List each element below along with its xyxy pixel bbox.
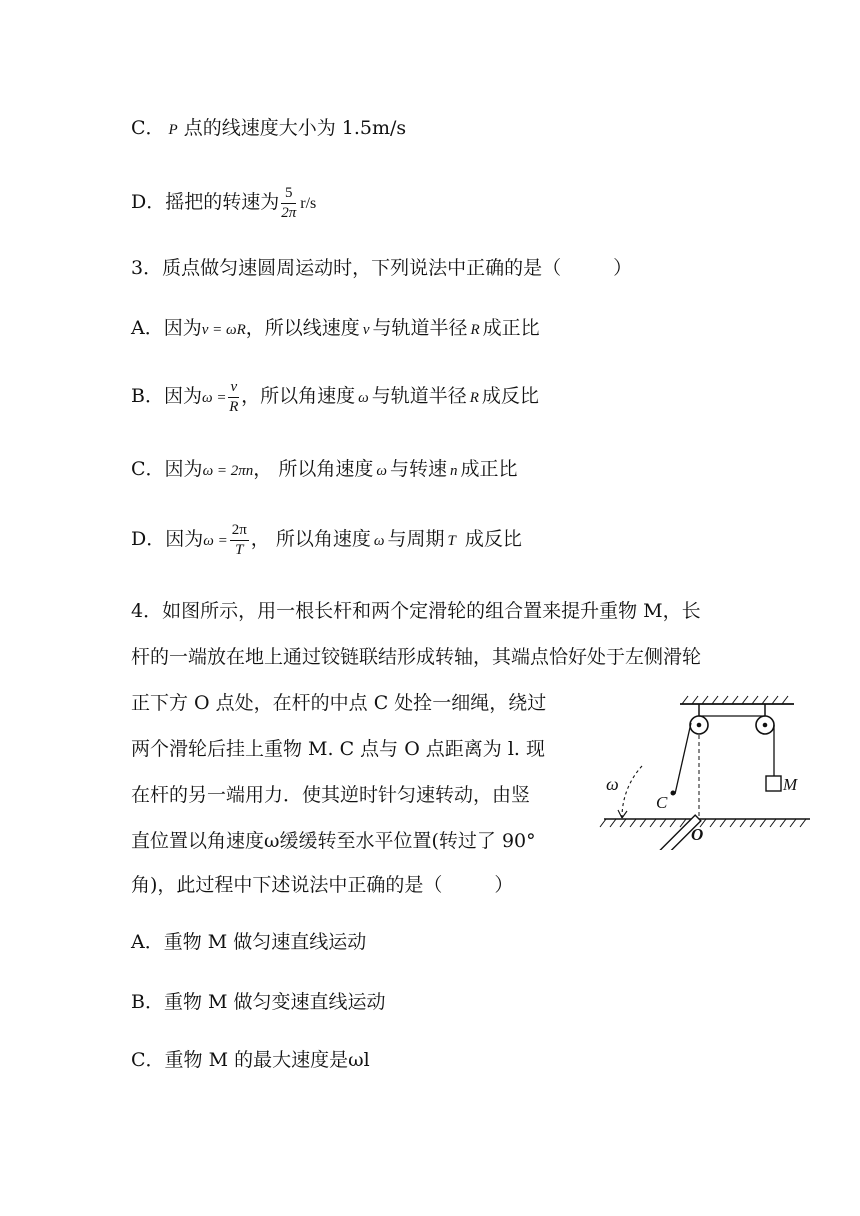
option-text: 因为 — [163, 317, 202, 339]
left-pulley-axle — [697, 723, 702, 728]
pulley-rod-figure — [572, 690, 812, 850]
question-text: 如图所示，用一根长杆和两个定滑轮的组合置来提升重物 M，长 — [162, 600, 701, 622]
q4-option-b — [131, 990, 386, 1014]
option-text: 成反比 — [458, 528, 522, 550]
q2-option-d — [131, 182, 316, 224]
rope-to-c — [675, 723, 691, 794]
q3-option-a — [131, 316, 540, 342]
weight-block — [766, 776, 781, 791]
rotation-arc — [622, 766, 642, 818]
math-variable: ω — [358, 390, 369, 406]
math-variable: n — [449, 463, 458, 479]
q4-line-7 — [131, 873, 513, 897]
fraction-denominator: R — [229, 398, 239, 415]
q3-option-d — [131, 519, 522, 561]
option-label: B． — [131, 991, 164, 1013]
fraction-denominator: T — [235, 541, 244, 558]
option-label: C． — [131, 1049, 165, 1071]
question-text: 正下方 O 点处，在杆的中点 C 处拴一细绳，绕过 — [131, 692, 547, 714]
option-label: A． — [131, 317, 164, 339]
fraction-numerator: v — [228, 380, 239, 398]
option-text: 成正比 — [482, 317, 540, 339]
q4-option-a — [131, 930, 366, 954]
question-number: 3． — [131, 257, 163, 279]
option-text: 与轨道半径 — [372, 317, 468, 339]
math-variable: ω — [373, 533, 385, 549]
fraction-numerator: 5 — [281, 186, 296, 204]
option-label: C． — [131, 117, 165, 139]
option-text: 点的线速度大小为 1.5m/s — [183, 117, 407, 139]
question-number: 4． — [131, 600, 163, 622]
option-text: 与转速 — [389, 458, 447, 480]
option-text: 因为 — [165, 528, 204, 550]
q4-line-2 — [131, 645, 701, 669]
q3-option-b — [131, 376, 539, 418]
math-formula: ω = — [203, 533, 228, 549]
q4-line-1 — [131, 599, 701, 623]
option-text: 因为 — [163, 385, 202, 407]
math-formula: ω = 2πn — [202, 463, 254, 479]
math-variable: T — [447, 533, 456, 549]
option-label: B． — [131, 385, 164, 407]
option-text: 与周期 — [387, 528, 445, 550]
question-text: 直位置以角速度ω缓缓转至水平位置(转过了 90° — [131, 830, 536, 852]
q4-line-5 — [131, 783, 530, 807]
option-text: ，所以角速度 — [241, 385, 356, 407]
option-text: ， 所以角速度 — [253, 458, 374, 480]
fraction — [281, 186, 296, 221]
option-text: 因为 — [164, 458, 203, 480]
option-text: ， 所以角速度 — [250, 528, 371, 550]
option-text: 摇把的转速为 — [165, 191, 280, 213]
math-variable: v — [362, 322, 370, 338]
unit: r/s — [300, 195, 317, 212]
math-variable: P — [168, 122, 178, 138]
option-label: C． — [131, 458, 165, 480]
math-formula: ω = — [201, 390, 227, 406]
q4-line-4 — [131, 737, 545, 761]
question-text: 两个滑轮后挂上重物 M. C 点与 O 点距离为 l. 现 — [131, 738, 546, 760]
option-text: 重物 M 做匀变速直线运动 — [163, 991, 386, 1013]
option-label: D． — [131, 528, 166, 550]
paren-close: ） — [613, 257, 633, 279]
label-c: C — [656, 793, 668, 812]
option-text: 重物 M 做匀速直线运动 — [163, 931, 367, 953]
question-text: 质点做匀速圆周运动时，下列说法中正确的是（ — [162, 257, 562, 279]
q4-line-3 — [131, 691, 546, 715]
option-text: 重物 M 的最大速度是ωl — [164, 1049, 370, 1071]
option-label: A． — [131, 931, 164, 953]
math-variable: ω — [376, 463, 387, 479]
math-formula: v = ωR — [201, 322, 246, 338]
fraction-denominator: 2π — [281, 204, 297, 221]
option-text: ，所以线速度 — [245, 317, 360, 339]
question-text: 角)，此过程中下述说法中正确的是（ — [131, 874, 443, 896]
label-o: O — [691, 825, 704, 844]
paren-close: ） — [494, 874, 514, 896]
q4-option-c — [131, 1048, 370, 1072]
fraction — [230, 523, 249, 558]
label-m: M — [783, 775, 798, 794]
q4-line-6 — [131, 829, 536, 853]
q3-stem — [131, 256, 632, 280]
point-c — [671, 791, 676, 796]
option-text: 成反比 — [481, 385, 539, 407]
fraction — [228, 380, 239, 415]
math-variable: R — [469, 390, 479, 406]
fraction-numerator: 2π — [230, 523, 249, 541]
option-label: D． — [131, 191, 166, 213]
label-omega: ω — [606, 774, 619, 794]
math-variable: R — [470, 322, 480, 338]
option-text: 成正比 — [460, 458, 518, 480]
question-text: 在杆的另一端用力．使其逆时针匀速转动，由竖 — [131, 784, 531, 806]
ceiling-hatch — [682, 696, 788, 704]
q2-option-c — [131, 116, 406, 142]
question-text: 杆的一端放在地上通过铰链联结形成转轴，其端点恰好处于左侧滑轮 — [131, 646, 702, 668]
q3-option-c — [131, 457, 517, 483]
option-text: 与轨道半径 — [371, 385, 467, 407]
right-pulley-axle — [763, 723, 768, 728]
